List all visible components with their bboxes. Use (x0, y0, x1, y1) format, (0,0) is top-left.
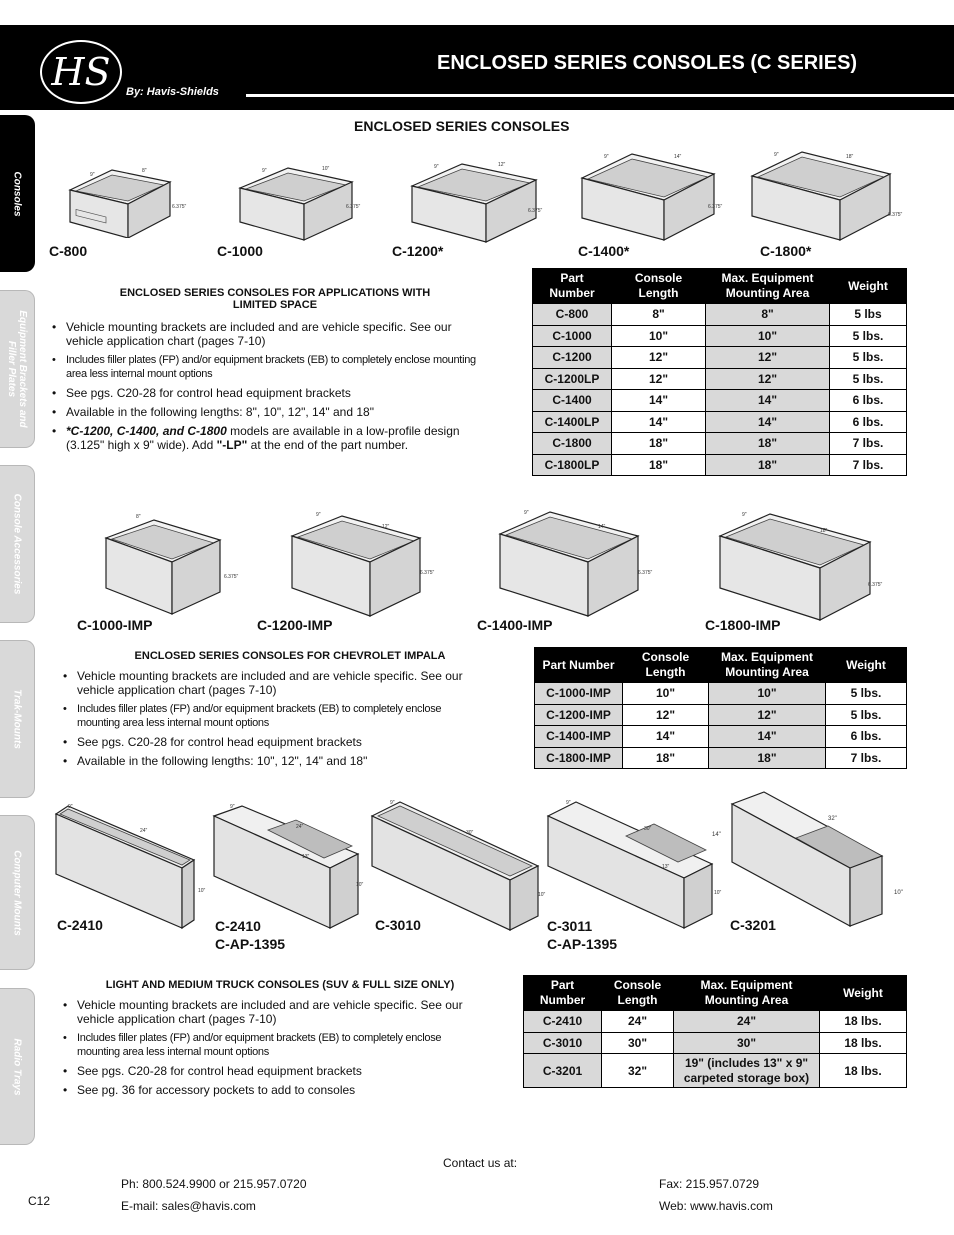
svg-text:9": 9" (434, 164, 439, 170)
table-row (533, 325, 907, 347)
table-cell: 6 lbs. (830, 390, 907, 412)
spec-table-truck (523, 975, 907, 1088)
table-cell: 14" (623, 726, 709, 748)
svg-text:10": 10" (356, 882, 364, 888)
svg-text:12": 12" (382, 524, 390, 530)
list-item: • Includes filler plates (FP) and/or equipment brackets (EB) to completely enclose mounting area less internal mount options (63, 702, 483, 730)
table-cell: 24" (674, 1011, 820, 1033)
footer-phone: Ph: 800.524.9900 or 215.957.0720 (121, 1177, 307, 1191)
list-item: • Available in the following lengths: 8", 10", 12", 14" and 18" (52, 405, 480, 419)
table-row (533, 347, 907, 369)
table-cell: 7 lbs. (826, 747, 907, 769)
page-number: C12 (28, 1194, 51, 1208)
table-cell: 12" (706, 368, 830, 390)
table-cell: 18" (709, 747, 826, 769)
svg-text:10": 10" (322, 166, 330, 172)
table-cell: 24" (602, 1011, 674, 1033)
svg-text:30": 30" (466, 830, 474, 836)
svg-text:30": 30" (644, 826, 652, 832)
table-cell: 10" (623, 683, 709, 705)
svg-text:10": 10" (714, 890, 722, 896)
console-drawing-c1000 (232, 156, 372, 242)
table-row (535, 726, 907, 748)
svg-text:6.375": 6.375" (224, 574, 239, 580)
table-cell: 32" (602, 1054, 674, 1088)
lp-models: *C-1200, C-1400, and C-1800 (66, 424, 227, 438)
list-item: • Vehicle mounting brackets are included and are vehicle specific. See our vehicle application chart (pages 7-10) (63, 998, 483, 1026)
subhead-truck: LIGHT AND MEDIUM TRUCK CONSOLES (SUV & FULL SIZE ONLY) (105, 979, 455, 991)
byline: By: Havis-Shields (126, 86, 219, 98)
svg-text:14": 14" (598, 524, 606, 530)
model-label-c1800-imp: C-1800-IMP (705, 617, 781, 633)
svg-text:8": 8" (142, 168, 147, 174)
table-cell: 5 lbs (830, 304, 907, 326)
table-cell: 7 lbs. (830, 454, 907, 476)
svg-text:9": 9" (390, 800, 395, 806)
svg-text:9": 9" (742, 512, 747, 518)
bullet-list-limited-space (52, 320, 480, 457)
svg-text:18": 18" (820, 528, 828, 534)
spec-table-impala (534, 647, 907, 769)
svg-text:6.375": 6.375" (346, 204, 361, 210)
table-cell: 12" (706, 347, 830, 369)
havis-shields-logo: HS (40, 40, 122, 104)
svg-text:9": 9" (774, 152, 779, 158)
tab-radio-trays[interactable]: Radio Trays (0, 988, 35, 1145)
table-cell: C-1400 (533, 390, 612, 412)
table-cell: C-1000-IMP (535, 683, 623, 705)
table-cell: 18" (706, 433, 830, 455)
table-row (533, 304, 907, 326)
table-cell: C-3201 (524, 1054, 602, 1088)
svg-text:6.375": 6.375" (708, 204, 723, 210)
svg-text:14": 14" (712, 832, 721, 838)
model-label-c1800: C-1800* (760, 243, 812, 259)
table-cell: C-1200-IMP (535, 704, 623, 726)
svg-text:9": 9" (524, 510, 529, 516)
table-row (535, 704, 907, 726)
svg-text:6.375": 6.375" (172, 204, 187, 210)
table-cell: 30" (674, 1032, 820, 1054)
model-label-c1200: C-1200* (392, 243, 444, 259)
svg-text:9": 9" (230, 804, 235, 810)
table-cell: C-1400LP (533, 411, 612, 433)
table-cell: 5 lbs. (826, 704, 907, 726)
console-drawing-c2410-ap1395 (212, 802, 372, 930)
table-header-row: Part Number Console Length Max. Equipment Mounting Area Weight (535, 648, 907, 683)
model-label-c800: C-800 (49, 243, 88, 259)
list-item: • See pgs. C20-28 for control head equipment brackets (63, 1064, 483, 1078)
bullet-list-impala (63, 669, 483, 773)
table-row (524, 1032, 907, 1054)
table-row (533, 433, 907, 455)
table-cell: 14" (612, 411, 706, 433)
table-cell: 30" (602, 1032, 674, 1054)
console-drawing-c1200-imp (286, 506, 446, 624)
table-cell: 10" (709, 683, 826, 705)
model-label-c3010: C-3010 (375, 917, 421, 933)
svg-text:18": 18" (846, 154, 854, 160)
svg-text:13": 13" (662, 864, 670, 870)
subhead-impala: ENCLOSED SERIES CONSOLES FOR CHEVROLET IMPALA (134, 650, 446, 662)
table-cell: 18" (612, 454, 706, 476)
svg-text:9": 9" (316, 512, 321, 518)
table-cell: C-2410 (524, 1011, 602, 1033)
svg-text:9": 9" (90, 172, 95, 178)
table-cell: 10" (612, 325, 706, 347)
table-cell: C-1800LP (533, 454, 612, 476)
table-cell: C-800 (533, 304, 612, 326)
table-cell: 12" (612, 368, 706, 390)
table-cell: 18" (706, 454, 830, 476)
tab-trak-mounts[interactable]: Trak-Mounts (0, 640, 35, 798)
section-title-enclosed: ENCLOSED SERIES CONSOLES (354, 118, 570, 134)
table-cell: 18 lbs. (820, 1054, 907, 1088)
table-cell: 18" (623, 747, 709, 769)
svg-text:13": 13" (302, 854, 310, 860)
footer-fax: Fax: 215.957.0729 (659, 1177, 760, 1191)
table-cell: 19" (includes 13" x 9" carpeted storage box) (674, 1054, 820, 1088)
model-label-c1000: C-1000 (217, 243, 263, 259)
bullet-list-truck (63, 998, 483, 1102)
subhead-limited-space: ENCLOSED SERIES CONSOLES FOR APPLICATIONS WITH LIMITED SPACE (119, 287, 431, 311)
list-item: • Vehicle mounting brackets are included and are vehicle specific. See our vehicle application chart (pages 7-10) (52, 320, 480, 348)
console-drawing-c1800 (746, 144, 916, 244)
svg-text:10": 10" (198, 888, 206, 894)
footer-email[interactable]: E-mail: sales@havis.com (121, 1199, 256, 1213)
list-item: • See pg. 36 for accessory pockets to add to consoles (63, 1083, 483, 1097)
footer-contact-label: Contact us at: (443, 1156, 518, 1170)
model-label-c3011-ap1395: C-3011 C-AP-1395 (547, 918, 618, 952)
table-cell: 18 lbs. (820, 1032, 907, 1054)
model-label-c1200-imp: C-1200-IMP (257, 617, 333, 633)
svg-text:6.375": 6.375" (528, 208, 543, 214)
table-row (535, 683, 907, 705)
table-header-row: Part Number Console Length Max. Equipment Mounting Area Weight (524, 976, 907, 1011)
table-cell: 12" (612, 347, 706, 369)
table-row (533, 368, 907, 390)
model-label-c1400: C-1400* (578, 243, 630, 259)
svg-text:6.375": 6.375" (420, 570, 435, 576)
list-item: • See pgs. C20-28 for control head equipment brackets (52, 386, 480, 400)
table-cell: 12" (623, 704, 709, 726)
table-cell: 8" (612, 304, 706, 326)
model-label-c1400-imp: C-1400-IMP (477, 617, 553, 633)
table-header-row: Part Number Console Length Max. Equipment Mounting Area Weight (533, 269, 907, 304)
table-row (524, 1054, 907, 1088)
table-cell: 10" (706, 325, 830, 347)
table-cell: 14" (706, 411, 830, 433)
list-item-lp-note: • *C-1200, C-1400, and C-1800 models are available in a low-profile design (3.125" high x 9" wide). Add "-LP" at the end of the part number. (52, 424, 480, 452)
console-drawing-c800 (62, 158, 192, 238)
console-drawing-c1800-imp (716, 506, 896, 626)
svg-text:24": 24" (140, 828, 148, 834)
table-cell: 6 lbs. (830, 411, 907, 433)
svg-text:9": 9" (566, 800, 571, 806)
table-cell: 12" (709, 704, 826, 726)
svg-text:8": 8" (136, 514, 141, 520)
svg-text:32": 32" (828, 816, 837, 822)
table-cell: 18 lbs. (820, 1011, 907, 1033)
table-cell: 18" (612, 433, 706, 455)
console-drawing-c3201 (710, 786, 910, 928)
tab-console-accessories[interactable]: Console Accessories (0, 465, 35, 623)
table-cell: 5 lbs. (830, 368, 907, 390)
model-label-c2410-ap1395: C-2410 C-AP-1395 (215, 918, 286, 952)
list-item: • Available in the following lengths: 10", 12", 14" and 18" (63, 754, 483, 768)
footer-web[interactable]: Web: www.havis.com (659, 1199, 773, 1213)
list-item: • Vehicle mounting brackets are included and are vehicle specific. See our vehicle application chart (pages 7-10) (63, 669, 483, 697)
table-cell: C-1400-IMP (535, 726, 623, 748)
table-cell: C-1800 (533, 433, 612, 455)
list-item: • See pgs. C20-28 for control head equipment brackets (63, 735, 483, 749)
table-row (524, 1011, 907, 1033)
tab-consoles[interactable]: Consoles (0, 115, 35, 272)
console-drawing-c3010 (370, 794, 550, 934)
svg-text:6.375": 6.375" (888, 212, 903, 218)
console-drawing-c1400 (574, 144, 734, 244)
svg-text:24": 24" (296, 824, 304, 830)
svg-text:12": 12" (498, 162, 506, 168)
table-cell: C-1200LP (533, 368, 612, 390)
table-cell: C-3010 (524, 1032, 602, 1054)
svg-text:6.375": 6.375" (868, 582, 883, 588)
table-row (533, 411, 907, 433)
svg-text:9": 9" (68, 804, 73, 810)
table-row (533, 390, 907, 412)
tab-computer-mounts[interactable]: Computer Mounts (0, 815, 35, 970)
table-cell: 7 lbs. (830, 433, 907, 455)
header-rule (246, 94, 954, 97)
table-cell: C-1200 (533, 347, 612, 369)
console-drawing-c3011-ap1395 (546, 794, 726, 934)
table-cell: 8" (706, 304, 830, 326)
console-drawing-c1200 (404, 152, 554, 244)
console-drawing-c2410 (54, 802, 214, 930)
console-drawing-c1000-imp (100, 508, 250, 626)
table-cell: 14" (706, 390, 830, 412)
table-cell: 14" (709, 726, 826, 748)
table-row (533, 454, 907, 476)
svg-text:10": 10" (538, 892, 546, 898)
model-label-c3201: C-3201 (730, 917, 776, 933)
tab-equipment-brackets[interactable]: Equipment Brackets and Filler Plates (0, 290, 35, 448)
console-drawing-c1400-imp (494, 504, 664, 624)
table-cell: 6 lbs. (826, 726, 907, 748)
table-row (535, 747, 907, 769)
page-title: ENCLOSED SERIES CONSOLES (C SERIES) (437, 52, 858, 74)
svg-text:6.375": 6.375" (638, 570, 653, 576)
table-cell: C-1800-IMP (535, 747, 623, 769)
model-label-c2410: C-2410 (57, 917, 103, 933)
table-cell: 14" (612, 390, 706, 412)
svg-text:14": 14" (674, 154, 682, 160)
model-label-c1000-imp: C-1000-IMP (77, 617, 153, 633)
table-cell: 5 lbs. (830, 347, 907, 369)
table-cell: 5 lbs. (826, 683, 907, 705)
svg-text:9": 9" (262, 168, 267, 174)
svg-text:9": 9" (604, 154, 609, 160)
table-cell: 5 lbs. (830, 325, 907, 347)
table-cell: C-1000 (533, 325, 612, 347)
list-item: • Includes filler plates (FP) and/or equipment brackets (EB) to completely enclose mounting area less internal mount options (63, 1031, 483, 1059)
spec-table-enclosed (532, 268, 907, 476)
svg-text:10": 10" (894, 890, 903, 896)
list-item: • Includes filler plates (FP) and/or equipment brackets (EB) to completely enclose mounting area less internal mount options (52, 353, 480, 381)
